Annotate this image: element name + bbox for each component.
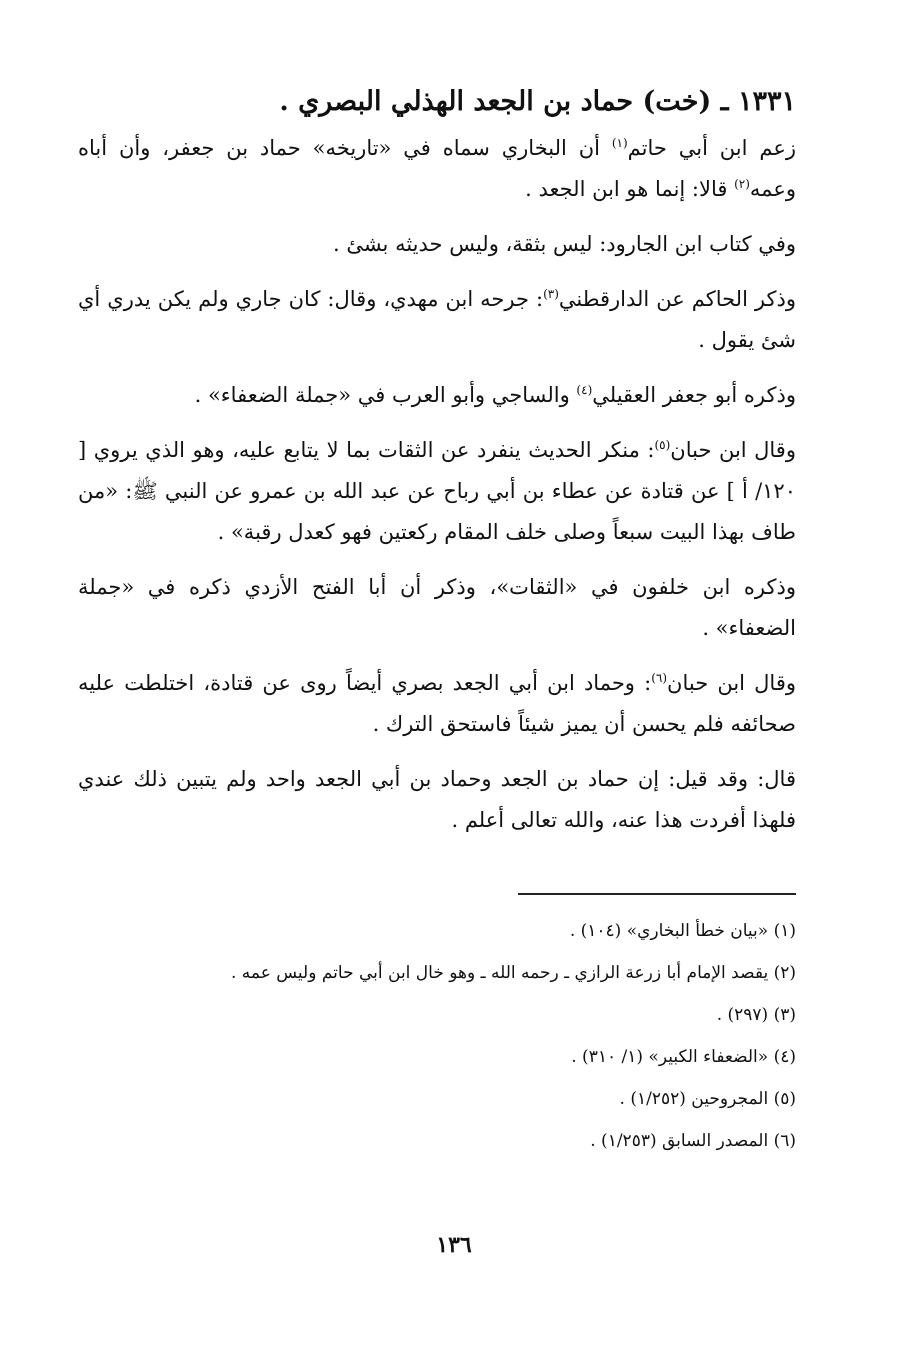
paragraph-1: زعم ابن أبي حاتم$^{(١)}$ أن البخاري سماه في «تاريخه» حماد بن جعفر، وأن أباه وعمه$^{(٢)}$ قالا: إنما هو ابن الجعد . bbox=[78, 136, 796, 201]
footnote-ref-2: (٢) bbox=[734, 177, 750, 191]
footnote-3: (٣) (٢٩٧) . bbox=[716, 1005, 796, 1025]
footnote-ref-5: (٥) bbox=[654, 438, 671, 452]
entry-body bbox=[78, 128, 796, 855]
footnote-ref-3: (٣) bbox=[543, 287, 559, 301]
footnote-ref-4: (٤) bbox=[576, 383, 593, 397]
paragraph-6: وذكره ابن خلفون في «الثقات»، وذكر أن أبا الفتح الأزدي ذكره في «جملة الضعفاء» . bbox=[78, 575, 796, 640]
entry-heading: ١٣٣١ ـ (خت) حماد بن الجعد الهذلي البصري . bbox=[279, 86, 796, 117]
footnote-4: (٤) «الضعفاء الكبير» (١/ ٣١٠) . bbox=[571, 1047, 796, 1067]
footnote-1: (١) «بيان خطأ البخاري» (١٠٤) . bbox=[569, 921, 796, 941]
paragraph-5: وقال ابن حبان$^{(٥)}$: منكر الحديث ينفرد عن الثقات بما لا يتابع عليه، وهو الذي يروي [ ١٢٠/ أ ] عن قتادة عن عطاء بن أبي رباح عن عبد الله بن عمرو عن النبي ﷺ: «من طاف بهذا البيت سبعاً وصلى خلف المقام ركعتين فهو كعدل رقبة» . bbox=[78, 438, 796, 544]
footnote-ref-6: (٦) bbox=[651, 671, 668, 685]
footnote-2: (٢) يقصد الإمام أبا زرعة الرازي ـ رحمه الله ـ وهو خال ابن أبي حاتم وليس عمه . bbox=[230, 963, 796, 983]
footnote-5: (٥) المجروحين (١/٢٥٢) . bbox=[619, 1089, 796, 1109]
footnote-ref-1: (١) bbox=[611, 136, 628, 150]
page-number: ١٣٦ bbox=[436, 1232, 472, 1258]
paragraph-8: قال: وقد قيل: إن حماد بن الجعد وحماد بن أبي الجعد واحد ولم يتبين ذلك عندي فلهذا أفردت هذا عنه، والله تعالى أعلم . bbox=[78, 767, 796, 832]
footnotes bbox=[78, 910, 796, 1162]
paragraph-4: وذكره أبو جعفر العقيلي$^{(٤)}$ والساجي وأبو العرب في «جملة الضعفاء» . bbox=[194, 383, 796, 407]
paragraph-7: وقال ابن حبان$^{(٦)}$: وحماد ابن أبي الجعد بصري أيضاً روى عن قتادة، اختلطت عليه صحائفه فلم يحسن أن يميز شيئاً فاستحق الترك . bbox=[78, 671, 796, 736]
footnote-divider bbox=[518, 893, 796, 895]
paragraph-3: وذكر الحاكم عن الدارقطني$^{(٣)}$: جرحه ابن مهدي، وقال: كان جاري ولم يكن يدري أي شئ يقول . bbox=[78, 287, 796, 352]
paragraph-2: وفي كتاب ابن الجارود: ليس بثقة، وليس حديثه بشئ . bbox=[332, 232, 796, 256]
footnote-6: (٦) المصدر السابق (١/٢٥٣) . bbox=[590, 1131, 796, 1151]
